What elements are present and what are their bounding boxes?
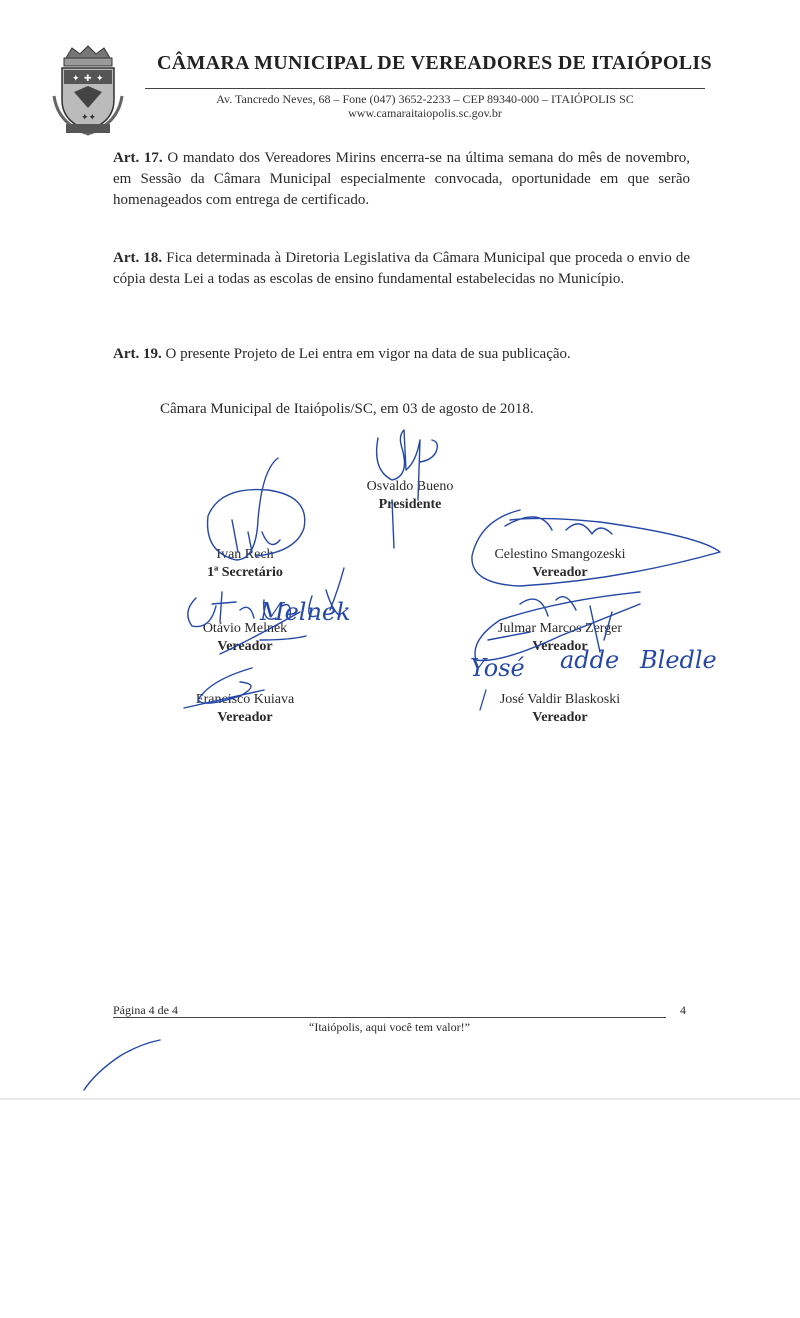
signatory-name: Ivan Rech <box>216 547 274 562</box>
signatory-role: Vereador <box>532 710 588 725</box>
page-label: Página 4 de 4 <box>113 1003 178 1017</box>
signatory-role: 1ª Secretário <box>207 565 283 580</box>
signature-otavio-script: Melnek <box>260 598 351 626</box>
signature-block-julmar <box>470 620 650 656</box>
svg-text:✚: ✚ <box>84 73 92 83</box>
website-line: www.camaraitaiopolis.sc.gov.br <box>348 106 502 120</box>
article-label: Art. 17. <box>113 150 163 166</box>
signature-ivan <box>208 458 305 560</box>
signatory-role: Vereador <box>532 639 588 654</box>
signature-jose-script-3: Bledle <box>640 646 717 674</box>
svg-text:✦✦: ✦✦ <box>81 112 97 122</box>
signatory-name: Otávio Melnek <box>202 621 288 636</box>
article-17 <box>113 148 690 211</box>
signature-block-secretary <box>180 546 310 582</box>
chamber-title: CÂMARA MUNICIPAL DE VEREADORES DE ITAIÓPOLIS <box>157 52 712 74</box>
article-label: Art. 19. <box>113 346 162 362</box>
signatory-role: Vereador <box>217 710 273 725</box>
article-19 <box>113 344 690 365</box>
signature-jose-script-2: adde <box>560 646 620 674</box>
article-18 <box>113 248 690 290</box>
header-contact <box>145 92 705 120</box>
signatory-name: Francisco Kuiava <box>195 692 295 707</box>
signature-jose-script: Yosé <box>470 654 525 682</box>
signature-block-celestino <box>470 546 650 582</box>
signature-block-jose <box>470 691 650 727</box>
signatory-role: Vereador <box>532 565 588 580</box>
signature-block-president <box>350 478 470 514</box>
signatory-role: Presidente <box>378 497 442 512</box>
page-number: 4 <box>680 1003 686 1017</box>
article-text: Fica determinada à Diretoria Legislativa da Câmara Municipal que proceda o envio de cópia desta Lei a todas as escolas de ensino fundamental estabelecidas no Município. <box>113 250 690 287</box>
header-divider <box>145 88 705 89</box>
signature-block-otavio <box>180 620 310 656</box>
coat-of-arms-icon <box>52 44 124 136</box>
signatory-name: José Valdir Blaskoski <box>499 692 621 707</box>
signatory-name: Julmar Marcos Zerger <box>497 621 623 636</box>
article-text: O presente Projeto de Lei entra em vigor na data de sua publicação. <box>165 346 571 362</box>
margin-ink-stroke <box>84 1040 160 1090</box>
svg-text:✦: ✦ <box>72 73 80 83</box>
svg-text:✦: ✦ <box>96 73 104 83</box>
dateline: Câmara Municipal de Itaiópolis/SC, em 03 de agosto de 2018. <box>160 401 534 417</box>
signature-block-francisco <box>170 691 320 727</box>
article-label: Art. 18. <box>113 250 163 266</box>
signatory-name: Celestino Smangozeski <box>494 547 626 562</box>
signatory-role: Vereador <box>217 639 273 654</box>
signatory-name: Osvaldo Bueno <box>366 479 454 494</box>
footer-divider <box>113 1017 666 1018</box>
address-line: Av. Tancredo Neves, 68 – Fone (047) 3652-2233 – CEP 89340-000 – ITAIÓPOLIS SC <box>216 92 634 106</box>
scan-edge <box>0 1098 800 1100</box>
footer-motto: “Itaiópolis, aqui você tem valor!” <box>309 1020 470 1034</box>
article-text: O mandato dos Vereadores Mirins encerra-se na última semana do mês de novembro, em Sessão da Câmara Municipal especialmente convocada, oportunidade em que serão homenageados com entrega de certificado. <box>113 150 690 208</box>
